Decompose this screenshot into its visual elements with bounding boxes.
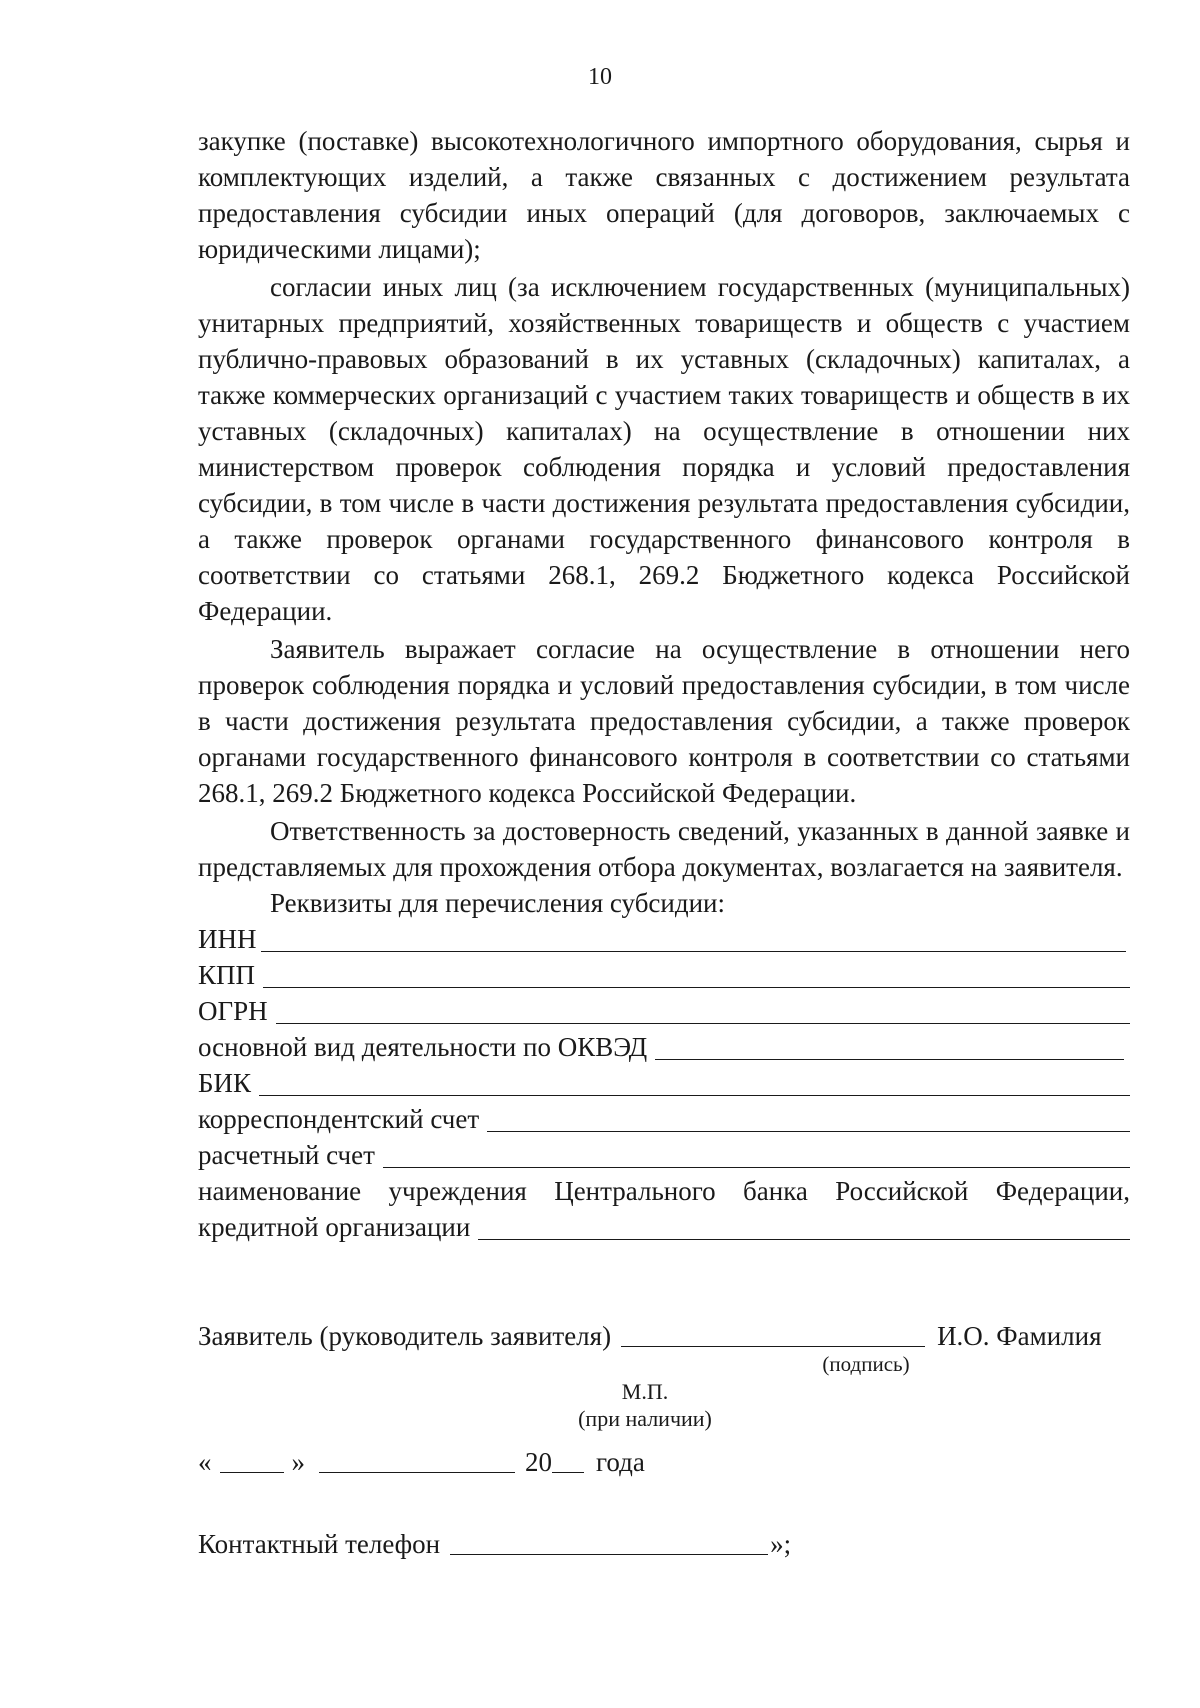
year-blank[interactable]: [552, 1446, 584, 1473]
signature-label: Заявитель (руководитель заявителя): [198, 1321, 612, 1351]
paragraph-consent-others: согласии иных лиц (за исключением государственных (муниципальных) унитарных предприятий, хозяйственных товариществ и обществ с участием публично-правовых образований в их уставных (складочных) капиталах, а также коммерческих организаций с участием таких товариществ и обществ в их уставных (складочных) капиталах) на осуществление в отношении них министерством проверок соблюдения порядка и условий предоставления субсидии, в том числе в части достижения результата предоставления субсидии, а также проверок органами государственного финансового контроля в соответствии со статьями 268.1, 269.2 Бюджетного кодекса Российской Федерации.: [198, 272, 1130, 626]
settlement-account-label: расчетный счет: [198, 1140, 375, 1170]
bank-name-blank[interactable]: [478, 1213, 1130, 1240]
bank-name-field: [198, 1209, 1130, 1245]
date-row: [198, 1442, 645, 1478]
contact-phone-label: Контактный телефон: [198, 1529, 441, 1559]
settlement-account-blank[interactable]: [383, 1141, 1130, 1168]
paragraph-responsibility: Ответственность за достоверность сведений, указанных в данной заявке и представляемых для прохождения отбора документах, возлагается на заявителя.: [198, 816, 1130, 882]
stamp-condition: (при наличии): [578, 1406, 712, 1431]
bik-label: БИК: [198, 1068, 252, 1098]
bank-name-label: наименование учреждения Центрального банка Российской Федерации,: [198, 1176, 1130, 1206]
inn-field: [198, 921, 1130, 957]
settlement-account-field: [198, 1137, 1130, 1173]
okved-label: основной вид деятельности по ОКВЭД: [198, 1032, 648, 1062]
contact-phone-suffix: »;: [770, 1529, 792, 1559]
ogrn-field: [198, 993, 1130, 1029]
kpp-label: КПП: [198, 960, 256, 990]
paragraph-procurement: закупке (поставке) высокотехнологичного импортного оборудования, сырья и комплектующих изделий, а также связанных с достижением результата предоставления субсидии иных операций (для договоров, заключаемых с юридическими лицами);: [198, 126, 1130, 264]
date-suffix: года: [596, 1447, 645, 1477]
page-number: 10: [588, 64, 612, 90]
corr-account-blank[interactable]: [487, 1105, 1130, 1132]
kpp-field: [198, 957, 1130, 993]
signature-row: [198, 1316, 1130, 1352]
bik-field: [198, 1065, 1130, 1101]
corr-account-field: [198, 1101, 1130, 1137]
stamp-note: [198, 1378, 768, 1432]
bank-name-label-2: кредитной организации: [198, 1212, 471, 1242]
paragraph-applicant-consent: Заявитель выражает согласие на осуществление в отношении него проверок соблюдения порядка и условий предоставления субсидии, в том числе в части достижения результата предоставления субсидии, а также проверок органами государственного финансового контроля в соответствии со статьями 268.1, 269.2 Бюджетного кодекса Российской Федерации.: [198, 634, 1130, 808]
okved-blank[interactable]: [655, 1033, 1124, 1060]
contact-phone-row: [198, 1524, 791, 1560]
requisites-heading: Реквизиты для перечисления субсидии:: [270, 888, 726, 918]
signer-name: И.О. Фамилия: [937, 1321, 1102, 1351]
stamp-label: М.П.: [621, 1379, 669, 1404]
kpp-blank[interactable]: [263, 961, 1130, 988]
ogrn-label: ОГРН: [198, 996, 268, 1026]
okved-field: [198, 1029, 1130, 1065]
date-open-quote: «: [198, 1447, 212, 1477]
inn-label: ИНН: [198, 924, 257, 954]
corr-account-label: корреспондентский счет: [198, 1104, 480, 1134]
ogrn-blank[interactable]: [276, 997, 1130, 1024]
signature-block: [198, 1316, 1130, 1431]
date-close-quote: »: [291, 1447, 305, 1477]
signature-blank[interactable]: [621, 1320, 925, 1347]
contact-phone-blank[interactable]: [450, 1528, 768, 1555]
inn-blank[interactable]: [261, 925, 1127, 952]
day-blank[interactable]: [220, 1446, 284, 1473]
month-blank[interactable]: [319, 1446, 515, 1473]
signature-caption: (подпись): [822, 1352, 910, 1376]
bik-blank[interactable]: [259, 1069, 1130, 1096]
date-century: 20: [525, 1447, 552, 1477]
document-body: [198, 123, 1130, 1245]
